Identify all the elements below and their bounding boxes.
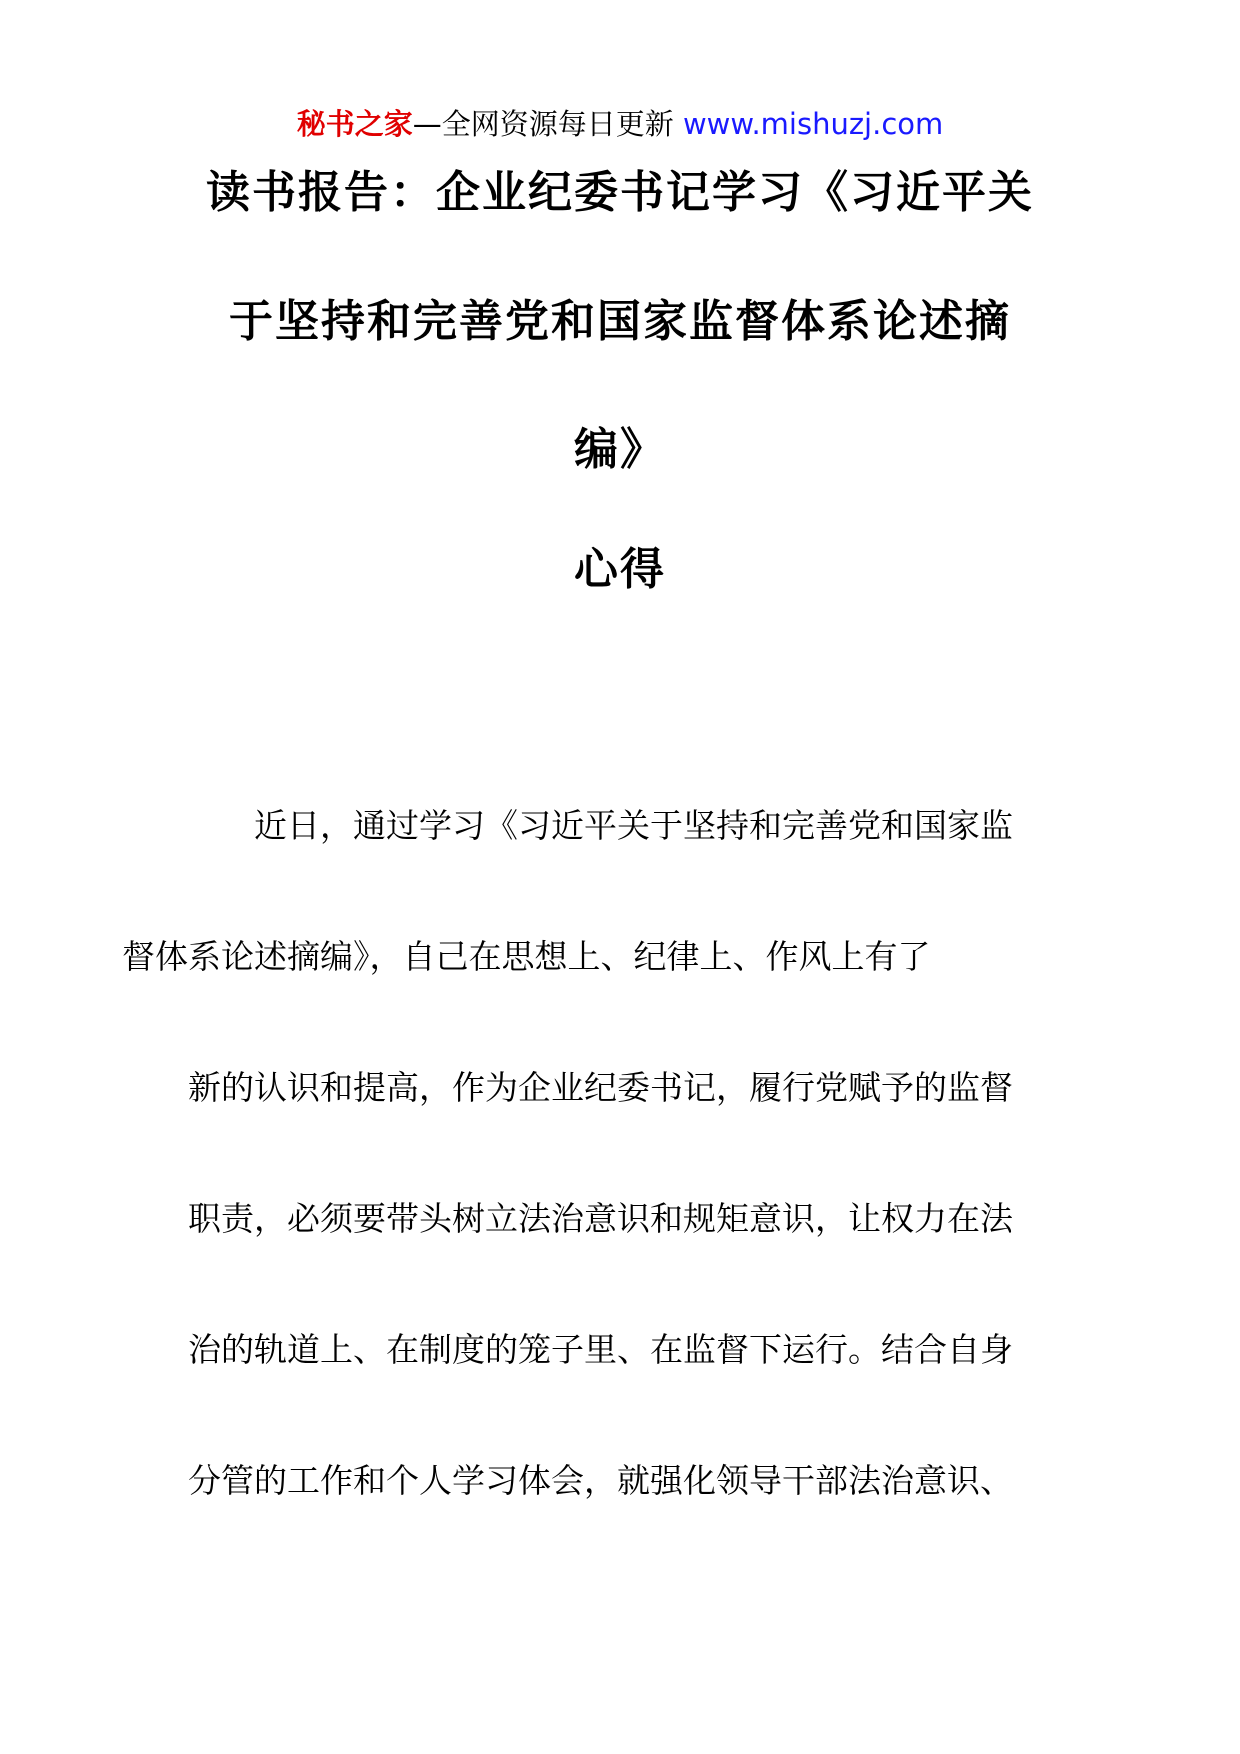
body-line: 分管的工作和个人学习体会，就强化领导干部法治意识、: [188, 1461, 1013, 1500]
document-title-line-3: 编》: [574, 424, 666, 475]
body-line: 治的轨道上、在制度的笼子里、在监督下运行。结合自身: [188, 1330, 1013, 1369]
site-header: [0, 104, 1240, 144]
body-line: 职责，必须要带头树立法治意识和规矩意识，让权力在法: [188, 1199, 1013, 1238]
body-line: 近日，通过学习《习近平关于坚持和完善党和国家监: [254, 806, 1013, 845]
site-tagline: —全网资源每日更新: [412, 107, 683, 141]
body-line: 新的认识和提高，作为企业纪委书记，履行党赋予的监督: [188, 1068, 1013, 1107]
body-paragraph: [122, 760, 1054, 1546]
document-title-line-2: 于坚持和完善党和国家监督体系论述摘: [229, 296, 1011, 347]
site-name: 秘书之家: [296, 107, 413, 141]
document-title-line-1: 读书报告：企业纪委书记学习《习近平关: [206, 167, 1034, 218]
body-line: 督体系论述摘编》，自己在思想上、纪律上、作风上有了: [122, 937, 931, 976]
site-url-link[interactable]: www.mishuzj.com: [682, 107, 944, 141]
document-title-line-4: 心得: [574, 544, 666, 595]
